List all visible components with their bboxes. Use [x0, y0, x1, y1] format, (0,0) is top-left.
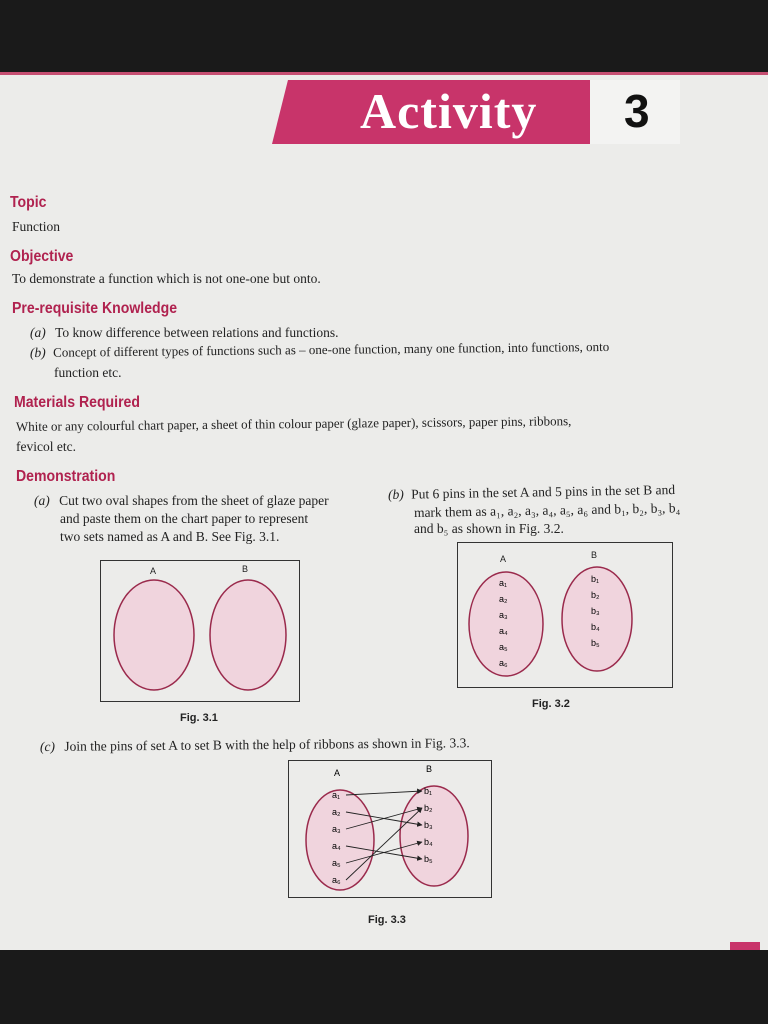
activity-title: Activity	[360, 83, 538, 139]
set-b-label: B	[242, 564, 249, 574]
objective-heading: Objective	[10, 248, 74, 265]
topic-heading: Topic	[10, 194, 47, 211]
element-a5: a₅	[332, 858, 341, 868]
prereq-item-b-label: (b)	[29, 344, 46, 360]
set-a-oval	[114, 580, 194, 690]
set-b-label: B	[591, 550, 598, 560]
element-a3: a₃	[499, 610, 508, 620]
demo-step-b-line1: Put 6 pins in the set A and 5 pins in the set B and	[410, 481, 676, 502]
prereq-item-a	[30, 324, 338, 342]
element-b4: b₄	[591, 622, 600, 632]
figure-3-3	[288, 760, 492, 898]
element-a2: a₂	[499, 594, 508, 604]
activity-number: 3	[624, 85, 650, 137]
element-b5: b₅	[424, 854, 433, 864]
demo-step-a-line2: and paste them on the chart paper to represent	[60, 511, 309, 526]
element-a1: a₁	[499, 578, 508, 588]
set-a-label: A	[500, 554, 507, 564]
materials-heading: Materials Required	[14, 394, 140, 411]
element-a4: a₄	[499, 626, 508, 636]
element-b4: b₄	[424, 837, 433, 847]
element-a3: a₃	[332, 824, 341, 834]
figure-3-2-caption: Fig. 3.2	[532, 698, 570, 710]
set-b-oval	[210, 580, 286, 690]
prereq-item-a-text: To know difference between relations and functions.	[55, 325, 339, 340]
element-b5: b₅	[591, 638, 600, 648]
set-a-label: A	[334, 768, 341, 778]
demo-step-c-text: Join the pins of set A to set B with the help of ribbons as shown in Fig. 3.3.	[64, 735, 470, 754]
demo-step-a-label: (a)	[34, 493, 50, 508]
demo-step-a-line1: Cut two oval shapes from the sheet of glaze paper	[59, 493, 329, 508]
figure-3-3-caption: Fig. 3.3	[368, 914, 406, 926]
demo-step-c-label: (c)	[39, 738, 56, 754]
materials-text-line2: fevicol etc.	[16, 439, 76, 454]
top-rule	[0, 72, 768, 75]
set-b-oval	[400, 786, 468, 886]
demo-step-b-line3: and b₅ as shown in Fig. 3.2.	[414, 521, 564, 536]
element-a4: a₄	[332, 841, 341, 851]
prereq-item-b-text: Concept of different types of functions such as – one-one function, many one function, into functions, onto	[53, 338, 610, 360]
prereq-item-b-cont: function etc.	[54, 365, 122, 380]
figure-3-1-caption: Fig. 3.1	[180, 712, 218, 724]
set-a-label: A	[150, 566, 157, 576]
objective-text: To demonstrate a function which is not one-one but onto.	[12, 271, 321, 286]
materials-text-line1: White or any colourful chart paper, a sheet of thin colour paper (glaze paper), scissors, paper pins, ribbons,	[15, 413, 572, 434]
ribbon-arrow	[346, 791, 422, 795]
demo-step-a-line3: two sets named as A and B. See Fig. 3.1.	[60, 529, 280, 544]
textbook-page	[0, 72, 768, 950]
element-a5: a₅	[499, 642, 508, 652]
element-b2: b₂	[424, 803, 433, 813]
element-a6: a₆	[499, 658, 508, 668]
element-b3: b₃	[424, 820, 433, 830]
set-b-label: B	[426, 764, 433, 774]
element-b3: b₃	[591, 606, 600, 616]
prereq-item-a-label: (a)	[30, 325, 46, 340]
element-b2: b₂	[591, 590, 600, 600]
demo-step-c	[40, 734, 470, 756]
prereq-heading: Pre-requisite Knowledge	[12, 300, 178, 317]
element-a2: a₂	[332, 807, 341, 817]
page-corner-tab	[730, 942, 760, 950]
demo-step-b-line2: mark them as a₁, a₂, a₃, a₄, a₅, a₆ and b₁, b₂, b₃, b₄	[413, 500, 681, 520]
demo-step-a	[34, 492, 329, 510]
element-a1: a₁	[332, 790, 341, 800]
figure-3-1	[100, 560, 300, 702]
element-b1: b₁	[424, 786, 433, 796]
figure-3-2	[457, 542, 673, 688]
element-a6: a₆	[332, 875, 341, 885]
topic-text: Function	[12, 219, 61, 234]
demo-step-b-label: (b)	[387, 486, 404, 502]
element-b1: b₁	[591, 574, 600, 584]
demonstration-heading: Demonstration	[16, 468, 116, 485]
